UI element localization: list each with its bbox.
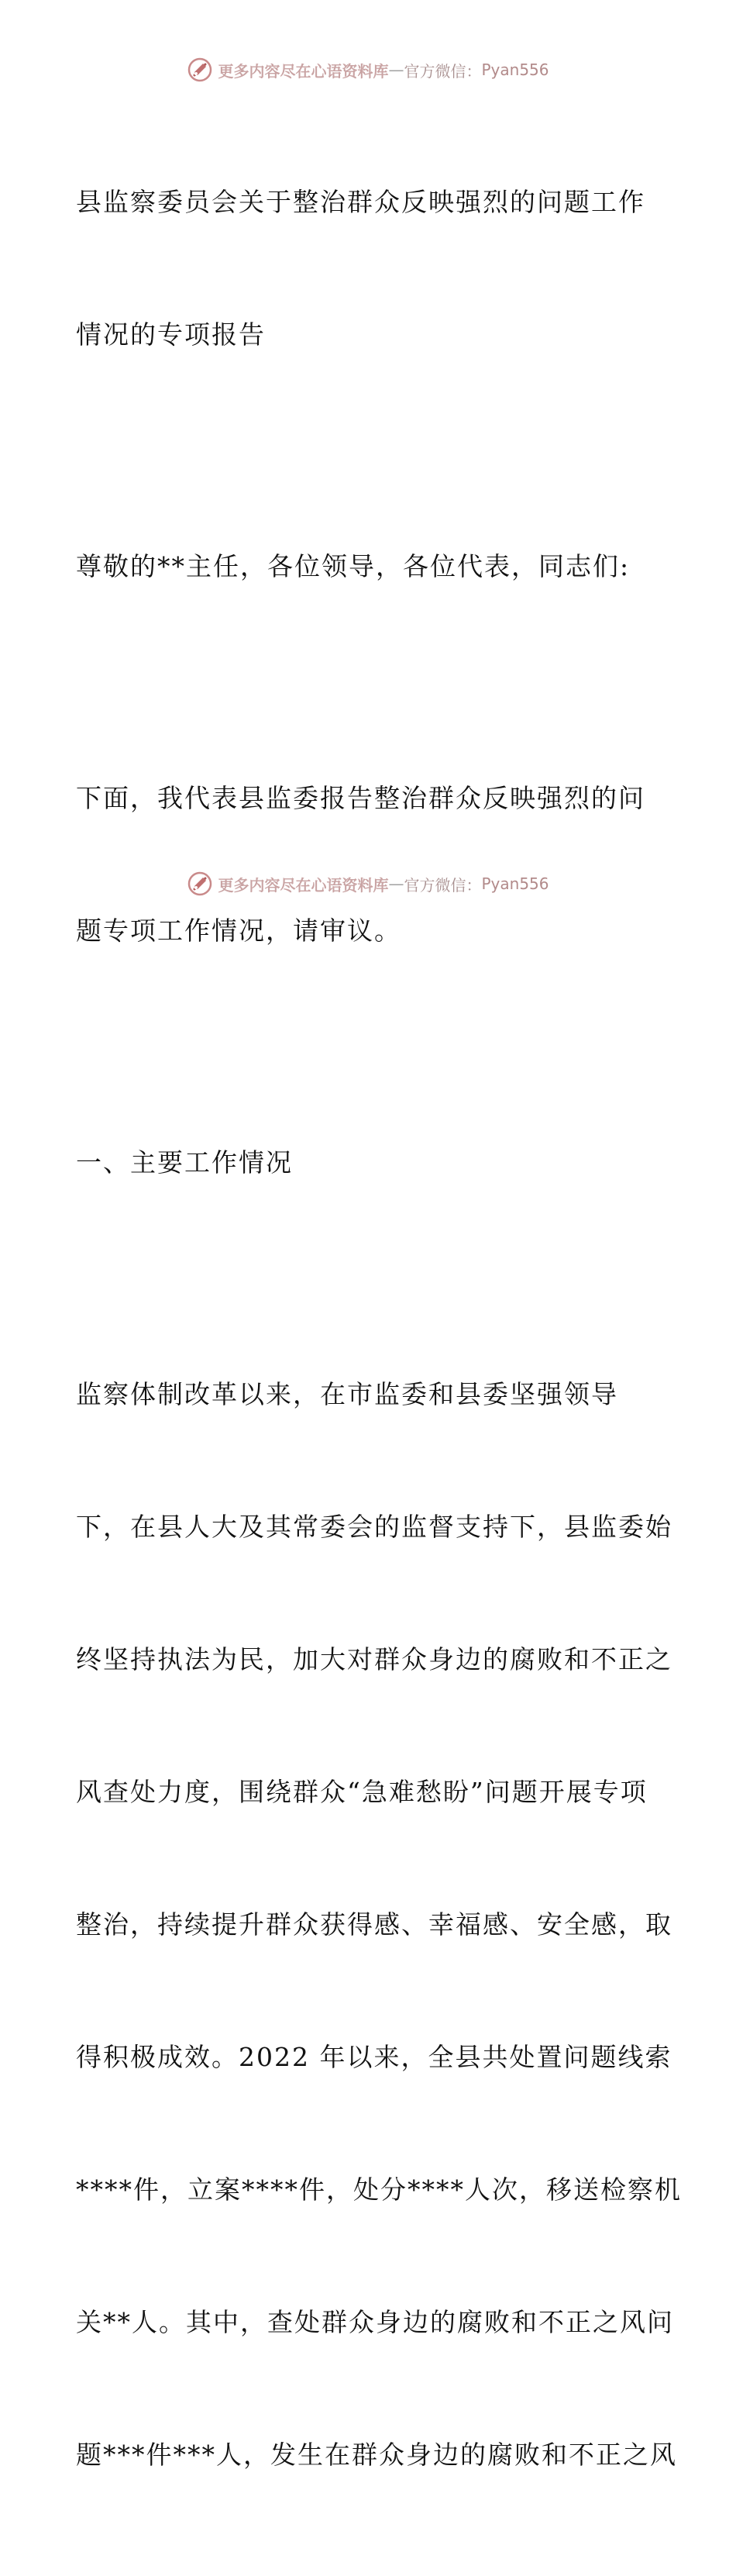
document-title — [76, 91, 665, 445]
title-line: 情况的专项报告 — [76, 319, 266, 350]
title-line: 县监察委员会关于整治群众反映强烈的问题工作 — [76, 187, 645, 217]
logo-icon — [187, 871, 213, 897]
watermark-text: 更多内容尽在心语资料库 — [218, 875, 389, 895]
document-body — [76, 91, 682, 2576]
footer-watermark — [0, 868, 736, 899]
body-line: ****件，立案****件，处分****人次，移送检察机 — [76, 2174, 682, 2205]
watermark-wechat-label: 官方微信： — [404, 875, 482, 895]
body-line: 关**人。其中，查处群众身边的腐败和不正之风问 — [76, 2307, 674, 2337]
watermark-dash: — — [388, 60, 404, 79]
logo-icon — [187, 57, 213, 83]
salutation — [76, 456, 665, 677]
intro-paragraph — [76, 688, 665, 1041]
watermark-text: 更多内容尽在心语资料库 — [218, 61, 389, 81]
body-line: 终坚持执法为民，加大对群众身边的腐败和不正之 — [76, 1644, 672, 1674]
watermark-wechat-label: 官方微信： — [404, 61, 482, 81]
body-paragraph — [76, 1284, 682, 2565]
intro-line: 下面，我代表县监委报告整治群众反映强烈的问 — [76, 783, 645, 813]
watermark-dash: — — [388, 874, 404, 893]
body-line: 下，在县人大及其常委会的监督支持下，县监委始 — [76, 1512, 672, 1542]
section-heading-line: 一、主要工作情况 — [76, 1147, 293, 1178]
body-line: 整治，持续提升群众获得感、幸福感、安全感，取 — [76, 1909, 672, 1940]
salutation-line: 尊敬的**主任，各位领导，各位代表，同志们: — [76, 551, 631, 581]
body-line: 风查处力度，围绕群众“急难愁盼”问题开展专项 — [76, 1777, 648, 1807]
body-line: 监察体制改革以来，在市监委和县委坚强领导 — [76, 1379, 618, 1409]
body-line: 题***件***人，发生在群众身边的腐败和不正之风 — [76, 2440, 677, 2470]
intro-line: 题专项工作情况，请审议。 — [76, 916, 401, 946]
body-line: 得积极成效。2022 年以来，全县共处置问题线索 — [76, 2042, 672, 2072]
header-watermark — [0, 54, 736, 85]
watermark-wechat-id: Pyan556 — [481, 60, 549, 79]
watermark-wechat-id: Pyan556 — [481, 874, 549, 893]
section-heading — [76, 1052, 665, 1273]
